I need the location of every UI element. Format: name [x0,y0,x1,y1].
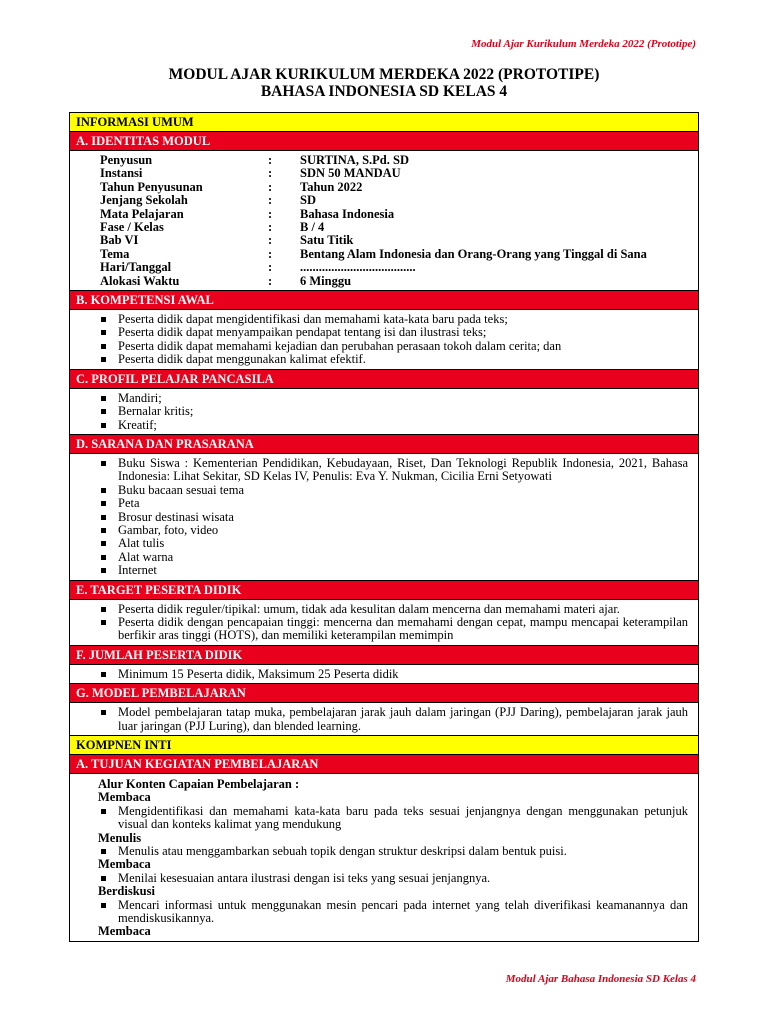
identitas-colon: : [268,273,273,288]
list-item: Peserta didik reguler/tipikal: umum, tidak ada kesulitan dalam mencerna dan memahami materi ajar. [98,603,688,616]
list-item: Menilai kesesuaian antara ilustrasi dengan isi teks yang sesuai jenjangnya. [98,872,688,885]
kompetensi-list [98,313,688,367]
identitas-key: Tahun Penyusunan [100,179,203,194]
model-heading: G. MODEL PEMBELAJARAN [70,684,698,703]
identitas-value: ..................................... [300,260,416,275]
identitas-key: Penyusun [100,153,153,167]
title-line-1: MODUL AJAR KURIKULUM MERDEKA 2022 (PROTOTIPE) [168,66,600,83]
list-item: Peserta didik dapat menggunakan kalimat efektif. [98,353,688,366]
identitas-row [100,181,688,194]
identitas-key: Hari/Tanggal [100,260,172,275]
identitas-list [70,151,698,291]
skill-list [98,805,688,832]
tujuan-heading: A. TUJUAN KEGIATAN PEMBELAJARAN [70,755,698,774]
skill-label: Berdiskusi [98,884,155,899]
sarana-list [98,457,688,578]
list-item: Alat tulis [98,537,688,550]
running-footer: Modul Ajar Bahasa Indonesia SD Kelas 4 [505,973,696,985]
jumlah-list [98,668,688,681]
list-item: Menulis atau menggambarkan sebuah topik dengan struktur deskripsi dalam bentuk puisi. [98,845,688,858]
identitas-key: Tema [100,246,130,261]
list-item: Mandiri; [98,392,688,405]
identitas-colon: : [268,179,273,194]
title-line-2: BAHASA INDONESIA SD KELAS 4 [260,83,508,100]
running-header: Modul Ajar Kurikulum Merdeka 2022 (Prototipe) [471,38,696,50]
skill-list [98,899,688,926]
target-list [98,603,688,643]
skill-label: Membaca [98,857,151,872]
identitas-colon: : [268,220,273,235]
identitas-row [100,167,688,180]
identitas-key: Fase / Kelas [100,220,164,235]
identitas-row [100,208,688,221]
identitas-value: SD [300,193,316,208]
list-item: Peserta didik dapat mengidentifikasi dan memahami kata-kata baru pada teks; [98,313,688,326]
identitas-colon: : [268,260,273,275]
identitas-value: SURTINA, S.Pd. SD [300,153,409,167]
tujuan-section [70,774,698,941]
jumlah-heading: F. JUMLAH PESERTA DIDIK [70,646,698,665]
identitas-key: Mata Pelajaran [100,206,184,221]
identitas-row [100,248,688,261]
identitas-value: Bentang Alam Indonesia dan Orang-Orang yang Tinggal di Sana [300,246,647,261]
identitas-row [100,194,688,207]
identitas-key: Bab VI [100,233,139,248]
identitas-row [100,234,688,247]
list-item: Brosur destinasi wisata [98,511,688,524]
identitas-colon: : [268,193,273,208]
skill-list [98,872,688,885]
list-item: Minimum 15 Peserta didik, Maksimum 25 Peserta didik [98,668,688,681]
identitas-row [100,261,688,274]
kompetensi-heading: B. KOMPETENSI AWAL [70,291,698,310]
skill-list [98,845,688,858]
profil-heading: C. PROFIL PELAJAR PANCASILA [70,370,698,389]
identitas-heading: A. IDENTITAS MODUL [70,132,698,151]
kompetensi-section [70,310,698,370]
identitas-row [100,221,688,234]
jumlah-section [70,665,698,684]
identitas-value: Bahasa Indonesia [300,206,395,221]
identitas-key: Alokasi Waktu [100,273,180,288]
module-table [69,112,699,942]
identitas-colon: : [268,153,273,167]
list-item: Model pembelajaran tatap muka, pembelajaran jarak jauh dalam jaringan (PJJ Daring), pembelajaran jarak jauh luar jaringan (PJJ Luring), dan blended learning. [98,706,688,733]
model-list [98,706,688,733]
model-section [70,703,698,736]
list-item: Peserta didik dengan pencapaian tinggi: mencerna dan memahami dengan cepat, mampu mencapai keterampilan berfikir aras tinggi (HOTS), dan memiliki keterampilan memimpin [98,616,688,643]
target-section [70,600,698,646]
list-item: Bernalar kritis; [98,405,688,418]
skill-label: Membaca [98,790,151,805]
skill-label: Menulis [98,830,142,845]
sarana-heading: D. SARANA DAN PRASARANA [70,435,698,454]
identitas-value: B / 4 [300,220,325,235]
identitas-key: Jenjang Sekolah [100,193,188,208]
list-item: Peta [98,497,688,510]
komponen-inti-heading: KOMPNEN INTI [70,736,698,755]
sarana-section [70,454,698,581]
informasi-umum-heading: INFORMASI UMUM [70,113,698,132]
profil-section [70,389,698,435]
identitas-colon: : [268,206,273,221]
identitas-value: SDN 50 MANDAU [300,166,401,181]
identitas-colon: : [268,233,273,248]
profil-list [98,392,688,432]
alur-konten-label: Alur Konten Capaian Pembelajaran : [98,777,300,791]
list-item: Mengidentifikasi dan memahami kata-kata baru pada teks sesuai jenjangnya dengan menggunakan petunjuk visual dan konteks kalimat yang mendukung [98,805,688,832]
identitas-row [100,154,688,167]
identitas-row [100,275,688,288]
identitas-colon: : [268,246,273,261]
list-item: Buku bacaan sesuai tema [98,484,688,497]
last-skill-label: Membaca [98,924,151,939]
list-item: Buku Siswa : Kementerian Pendidikan, Kebudayaan, Riset, Dan Teknologi Republik Indonesia, 2021, Bahasa Indonesia: Lihat Sekitar, SD Kelas IV, Penulis: Eva Y. Nukman, Cicilia Erni Setyowati [98,457,688,484]
document-title [0,66,768,100]
list-item: Peserta didik dapat menyampaikan pendapat tentang isi dan ilustrasi teks; [98,326,688,339]
list-item: Kreatif; [98,419,688,432]
tujuan-groups [98,791,688,925]
identitas-colon: : [268,166,273,181]
list-item: Gambar, foto, video [98,524,688,537]
list-item: Mencari informasi untuk menggunakan mesin pencari pada internet yang telah diverifikasi keamanannya dan mendiskusikannya. [98,899,688,926]
identitas-key: Instansi [100,166,143,181]
list-item: Internet [98,564,688,577]
list-item: Alat warna [98,551,688,564]
identitas-value: 6 Minggu [300,273,352,288]
target-heading: E. TARGET PESERTA DIDIK [70,581,698,600]
list-item: Peserta didik dapat memahami kejadian dan perubahan perasaan tokoh dalam cerita; dan [98,340,688,353]
identitas-value: Satu Titik [300,233,354,248]
identitas-value: Tahun 2022 [300,179,363,194]
